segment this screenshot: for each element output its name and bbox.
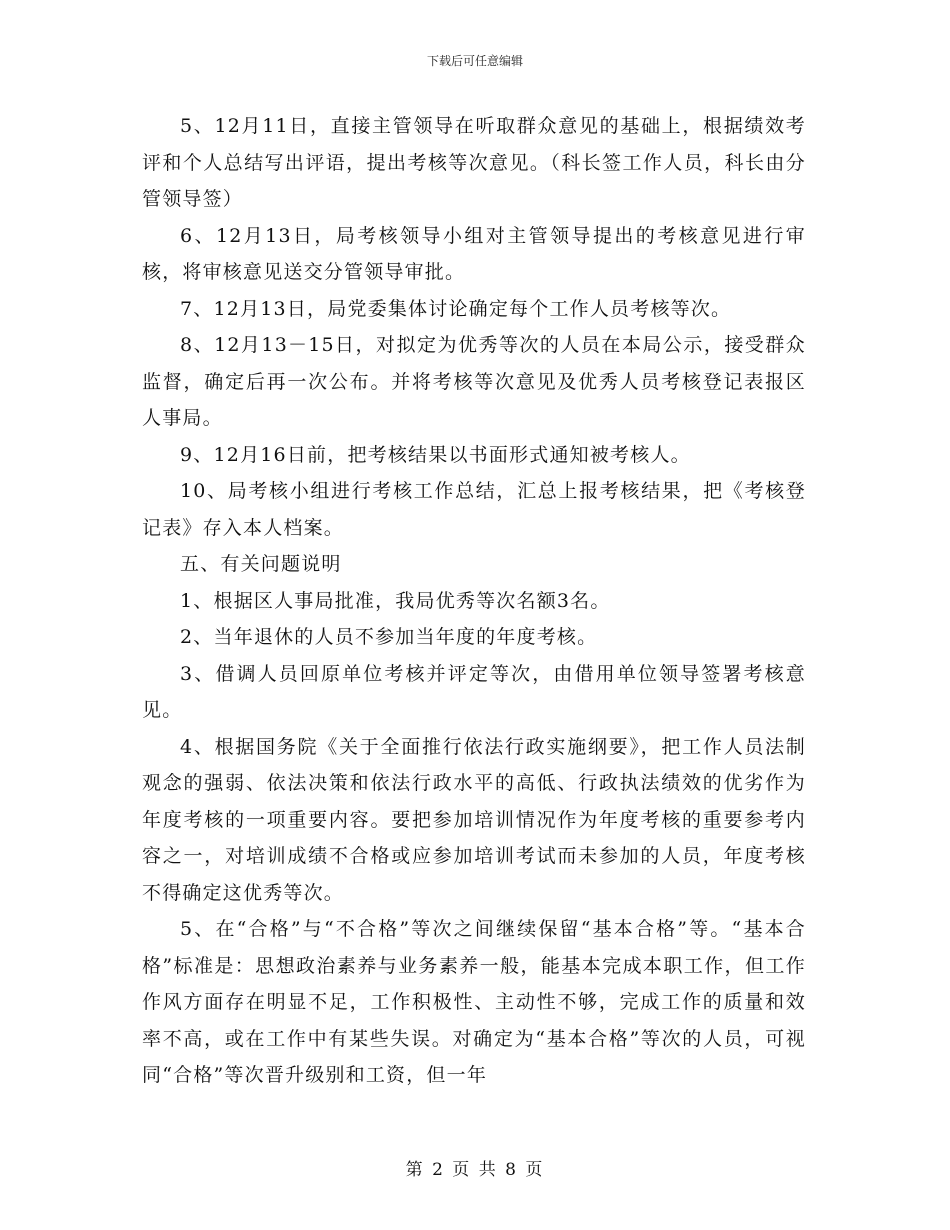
paragraph-item-5: 5、12月11日，直接主管领导在听取群众意见的基础上，根据绩效考评和个人总结写出评语，提出考核等次意见。（科长签工作人员，科长由分管领导签） [142,115,806,210]
issue-item-1: 1、根据区人事局批准，我局优秀等次名额3名。 [180,589,611,612]
page-header: 下载后可任意编辑 [426,54,523,68]
page-number: 第 2 页 共 8 页 [405,1160,545,1180]
document-body [142,108,806,1094]
issue-item-2: 2、当年退休的人员不参加当年度的年度考核。 [180,626,598,648]
paragraph-item-6: 6、12月13日，局考核领导小组对主管领导提出的考核意见进行审核，将审核意见送交分管领导审批。 [142,224,806,283]
issue-item-3: 3、借调人员回原单位考核并评定等次，由借用单位领导签署考核意见。 [142,662,806,721]
issue-item-5: 5、在“合格”与“不合格”等次之间继续保留“基本合格”等。“基本合格”标准是：思想政治素养与业务素养一般，能基本完成本职工作，但工作作风方面存在明显不足，工作积极性、主动性不够，完成工作的质量和效率不高，或在工作中有某些失误。对确定为“基本合格”等次的人员，可视同“合格”等次晋升级别和工资，但一年 [142,918,806,1086]
section-heading-5: 五、有关问题说明 [180,553,342,575]
paragraph-item-10: 10、局考核小组进行考核工作总结，汇总上报考核结果，把《考核登记表》存入本人档案。 [142,480,806,539]
paragraph-item-8: 8、12月13－15日，对拟定为优秀等次的人员在本局公示，接受群众监督，确定后再一次公布。并将考核等次意见及优秀人员考核登记表报区人事局。 [142,334,806,429]
issue-item-4: 4、根据国务院《关于全面推行依法行政实施纲要》，把工作人员法制观念的强弱、依法决策和依法行政水平的高低、行政执法绩效的优劣作为年度考核的一项重要内容。要把参加培训情况作为年度考核的重要参考内容之一，对培训成绩不合格或应参加培训考试而未参加的人员，年度考核不得确定这优秀等次。 [142,735,806,904]
paragraph-item-9: 9、12月16日前，把考核结果以书面形式通知被考核人。 [180,443,691,466]
paragraph-item-7: 7、12月13日，局党委集体讨论确定每个工作人员考核等次。 [180,297,732,320]
